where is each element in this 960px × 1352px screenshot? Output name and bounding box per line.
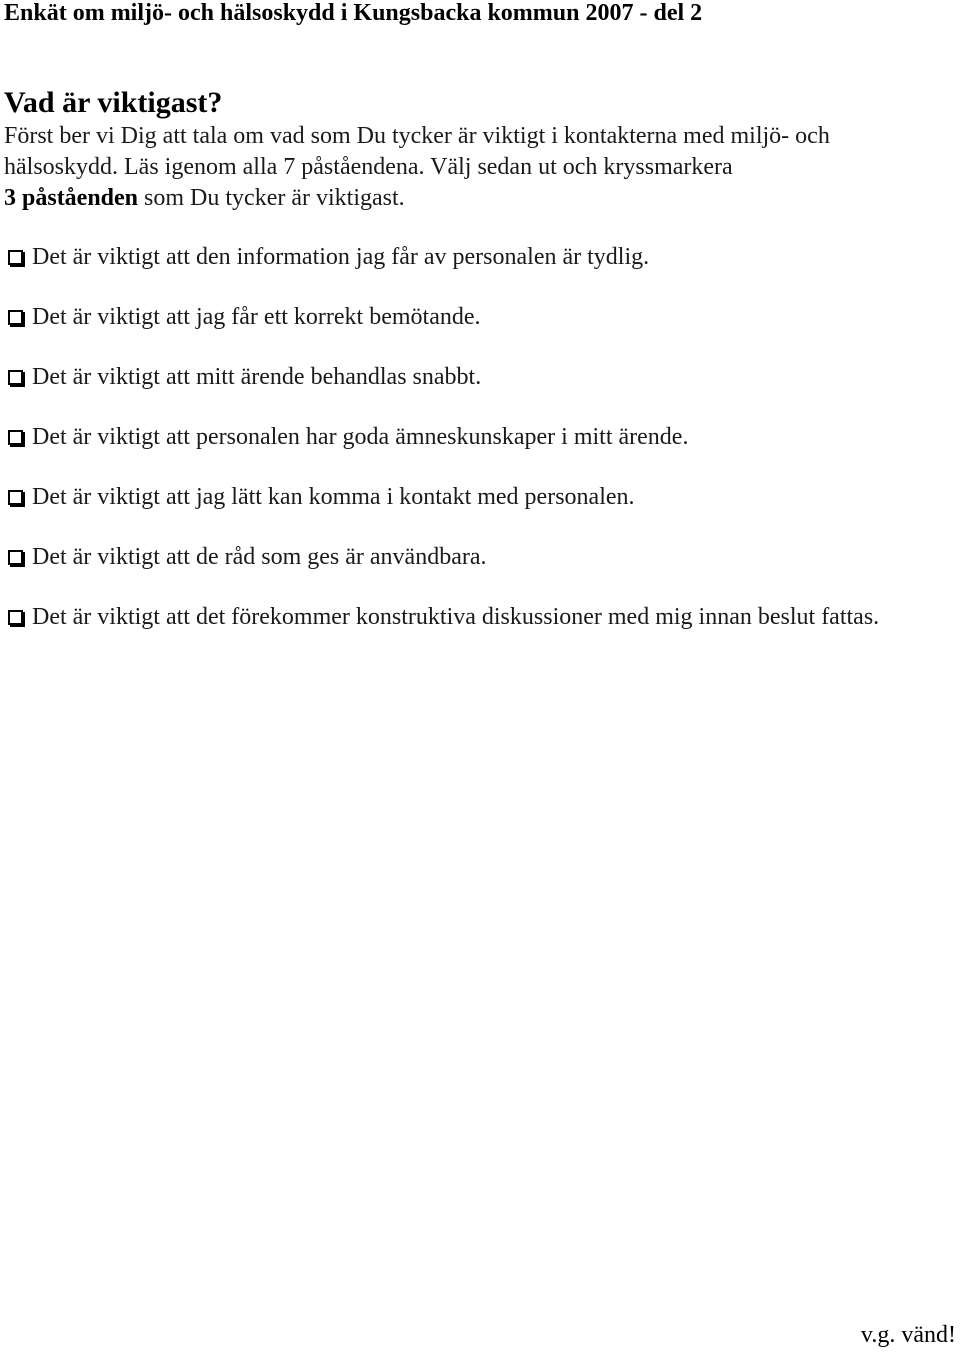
- statement-list: [8, 240, 960, 660]
- statement-option[interactable]: [8, 240, 960, 300]
- statement-option[interactable]: [8, 420, 960, 480]
- statement-option[interactable]: [8, 600, 960, 660]
- statement-option[interactable]: [8, 300, 960, 360]
- statement-label: Det är viktigt att det förekommer konstruktiva diskussioner med mig innan beslut fattas.: [32, 604, 880, 630]
- checkbox-icon[interactable]: [8, 610, 23, 625]
- document-title: Enkät om miljö- och hälsoskydd i Kungsbacka kommun 2007 - del 2: [4, 0, 703, 26]
- section-heading: Vad är viktigast?: [4, 86, 223, 119]
- checkbox-icon[interactable]: [8, 250, 23, 265]
- statement-label: Det är viktigt att den information jag får av personalen är tydlig.: [32, 244, 650, 270]
- turn-page-note: v.g. vänd!: [860, 1322, 956, 1348]
- statement-label: Det är viktigt att jag lätt kan komma i kontakt med personalen.: [32, 484, 635, 510]
- statement-option[interactable]: [8, 480, 960, 540]
- intro-emphasis: 3 påståenden: [4, 185, 139, 211]
- checkbox-icon[interactable]: [8, 430, 23, 445]
- statement-label: Det är viktigt att jag får ett korrekt bemötande.: [32, 304, 481, 330]
- checkbox-icon[interactable]: [8, 370, 23, 385]
- checkbox-icon[interactable]: [8, 550, 23, 565]
- statement-label: Det är viktigt att personalen har goda ämneskunskaper i mitt ärende.: [32, 424, 689, 450]
- statement-label: Det är viktigt att mitt ärende behandlas snabbt.: [32, 364, 482, 390]
- statement-label: Det är viktigt att de råd som ges är användbara.: [32, 544, 487, 570]
- intro-line-3-rest: som Du tycker är viktigast.: [138, 185, 405, 211]
- statement-option[interactable]: [8, 360, 960, 420]
- intro-line-3: [4, 183, 954, 214]
- checkbox-icon[interactable]: [8, 310, 23, 325]
- intro-paragraph: [4, 121, 954, 214]
- intro-line-2: hälsoskydd. Läs igenom alla 7 påståendena. Välj sedan ut och kryssmarkera: [4, 154, 733, 180]
- checkbox-icon[interactable]: [8, 490, 23, 505]
- intro-line-1: Först ber vi Dig att tala om vad som Du tycker är viktigt i kontakterna med miljö- och: [4, 123, 830, 149]
- statement-option[interactable]: [8, 540, 960, 600]
